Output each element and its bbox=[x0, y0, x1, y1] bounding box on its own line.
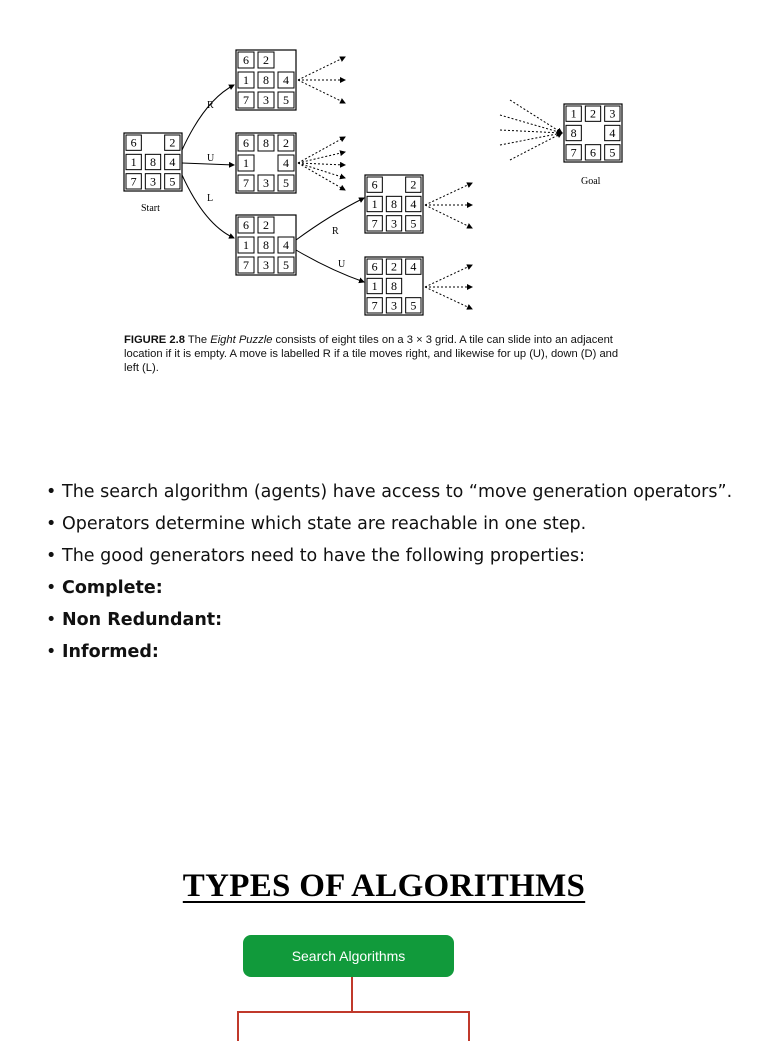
puzzle-tile-number: 6 bbox=[371, 259, 378, 274]
bullet-item bbox=[46, 576, 746, 600]
puzzle-tile-number: 8 bbox=[150, 155, 156, 169]
label-r1: R bbox=[207, 100, 214, 111]
puzzle-tile-number: 1 bbox=[570, 106, 577, 121]
puzzle-tile-number: 3 bbox=[263, 176, 269, 190]
bullet-text: The search algorithm (agents) have access to “move generation operators”. bbox=[62, 482, 733, 502]
puzzle-tile-number: 8 bbox=[391, 197, 397, 211]
puzzle-tile-number: 4 bbox=[410, 197, 417, 211]
puzzle-tile-number: 2 bbox=[410, 177, 417, 192]
puzzle-grid-mid bbox=[236, 133, 296, 193]
puzzle-tile-number: 1 bbox=[243, 156, 249, 170]
goal-arrow bbox=[510, 133, 562, 160]
puzzle-tile-number: 2 bbox=[590, 106, 596, 121]
move-arrow bbox=[425, 265, 472, 287]
bullet-item bbox=[46, 512, 746, 536]
flowchart-root-node bbox=[243, 935, 454, 977]
puzzle-tile-number: 7 bbox=[570, 145, 577, 160]
move-arrow bbox=[298, 163, 345, 190]
puzzle-tile-number: 7 bbox=[243, 93, 249, 107]
bullet-list bbox=[46, 480, 746, 672]
move-arrow bbox=[298, 152, 345, 163]
move-arrow bbox=[298, 57, 345, 80]
move-arrow bbox=[298, 80, 345, 103]
puzzle-grid-low bbox=[236, 215, 296, 275]
puzzle-tile-number: 5 bbox=[169, 174, 176, 189]
puzzle-tile-number: 6 bbox=[590, 145, 596, 160]
puzzle-grid-top bbox=[236, 50, 296, 110]
bullet-icon: • bbox=[46, 578, 57, 598]
label-goal: Goal bbox=[581, 176, 601, 187]
puzzle-grid-start bbox=[124, 133, 182, 191]
puzzle-tile-number: 1 bbox=[371, 197, 378, 211]
move-arrow bbox=[425, 183, 472, 205]
bullet-item bbox=[46, 480, 746, 504]
bullet-text: Operators determine which state are reachable in one step. bbox=[62, 514, 587, 534]
caption-italic: Eight Puzzle bbox=[210, 334, 273, 346]
puzzle-tile-number: 7 bbox=[130, 174, 137, 189]
goal-arrow bbox=[500, 130, 562, 133]
puzzle-tile-number: 4 bbox=[283, 73, 289, 87]
flowchart-root-label: Search Algorithms bbox=[291, 948, 406, 964]
puzzle-tile-number: 8 bbox=[263, 238, 269, 252]
puzzle-tile-number: 7 bbox=[371, 216, 378, 231]
puzzle-tile-number: 6 bbox=[243, 53, 249, 67]
puzzle-tile-number: 3 bbox=[263, 93, 269, 107]
puzzle-tile-number: 4 bbox=[169, 155, 176, 169]
caption-label: FIGURE 2.8 bbox=[124, 334, 185, 346]
puzzle-tile-number: 4 bbox=[609, 126, 616, 140]
puzzle-tile-number: 7 bbox=[371, 298, 378, 313]
move-arrow bbox=[298, 163, 345, 178]
label-u2: U bbox=[338, 259, 346, 270]
bullet-text: The good generators need to have the following properties: bbox=[62, 546, 586, 566]
puzzle-tile-number: 1 bbox=[243, 238, 249, 252]
goal-arrow bbox=[500, 133, 562, 145]
puzzle-grid-right_r bbox=[365, 175, 423, 233]
puzzle-tile-number: 5 bbox=[410, 216, 417, 231]
puzzle-tile-number: 6 bbox=[243, 218, 249, 232]
move-arrow bbox=[298, 163, 345, 165]
bullet-item bbox=[46, 608, 746, 632]
puzzle-tile-number: 8 bbox=[263, 136, 269, 150]
label-u1: U bbox=[207, 153, 215, 164]
puzzle-tile-number: 3 bbox=[391, 298, 397, 313]
puzzle-tile-number: 5 bbox=[410, 298, 417, 313]
puzzle-tile-number: 1 bbox=[371, 279, 378, 293]
puzzle-tile-number: 5 bbox=[609, 145, 616, 160]
puzzle-tile-number: 2 bbox=[283, 136, 289, 150]
puzzle-tile-number: 2 bbox=[391, 259, 397, 274]
puzzle-tile-number: 1 bbox=[130, 155, 137, 169]
puzzle-tile-number: 8 bbox=[263, 73, 269, 87]
bullet-icon: • bbox=[46, 642, 57, 662]
puzzle-tile-number: 5 bbox=[283, 258, 289, 272]
bullet-icon: • bbox=[46, 610, 57, 630]
caption-text-after: consists of eight tiles on a 3 × 3 grid. A tile can slide into an adjacent location if it is empty. A move is labelled R if a tile moves right, and likewise for up (U), down (D) and left (L). bbox=[124, 334, 619, 374]
puzzle-tile-number: 3 bbox=[263, 258, 269, 272]
puzzle-tile-number: 6 bbox=[371, 177, 378, 192]
move-arrow bbox=[425, 205, 472, 228]
puzzle-tile-number: 2 bbox=[263, 53, 269, 67]
bullet-text: Non Redundant: bbox=[62, 610, 223, 630]
puzzle-tile-number: 5 bbox=[283, 93, 289, 107]
puzzle-tile-number: 1 bbox=[243, 73, 249, 87]
flowchart-child-node bbox=[237, 1011, 470, 1041]
puzzle-tile-number: 4 bbox=[283, 238, 289, 252]
bullet-item bbox=[46, 640, 746, 664]
puzzle-tile-number: 3 bbox=[391, 216, 397, 231]
puzzle-tile-number: 2 bbox=[169, 135, 176, 150]
bullet-icon: • bbox=[46, 482, 57, 502]
puzzle-tile-number: 5 bbox=[283, 176, 289, 190]
puzzle-grid-right_u bbox=[365, 257, 423, 315]
puzzle-tile-number: 7 bbox=[243, 176, 249, 190]
puzzle-tile-number: 7 bbox=[243, 258, 249, 272]
label-r2: R bbox=[332, 226, 339, 237]
puzzle-tile-number: 3 bbox=[150, 174, 156, 189]
puzzle-tile-number: 2 bbox=[263, 218, 269, 232]
section-title: TYPES OF ALGORITHMS bbox=[182, 868, 586, 904]
puzzle-tile-number: 6 bbox=[243, 136, 249, 150]
puzzle-grid-goal bbox=[564, 104, 622, 162]
puzzle-tile-number: 4 bbox=[283, 156, 289, 170]
label-l1: L bbox=[207, 193, 214, 204]
move-arrow bbox=[425, 287, 472, 309]
flowchart-connector bbox=[351, 977, 353, 1012]
bullet-text: Complete: bbox=[62, 578, 163, 598]
puzzle-tile-number: 8 bbox=[570, 126, 577, 140]
bullet-text: Informed: bbox=[62, 642, 159, 662]
bullet-icon: • bbox=[46, 546, 57, 566]
figure-caption bbox=[124, 333, 624, 375]
goal-arrow bbox=[510, 100, 562, 133]
label-start: Start bbox=[141, 203, 160, 214]
puzzle-tile-number: 4 bbox=[410, 259, 417, 274]
bullet-item bbox=[46, 544, 746, 568]
bullet-icon: • bbox=[46, 514, 57, 534]
move-arrow bbox=[298, 137, 345, 163]
puzzle-tile-number: 6 bbox=[130, 135, 137, 150]
puzzle-tile-number: 8 bbox=[391, 279, 397, 293]
puzzle-tile-number: 3 bbox=[609, 106, 616, 121]
caption-text-before: The bbox=[184, 334, 211, 346]
